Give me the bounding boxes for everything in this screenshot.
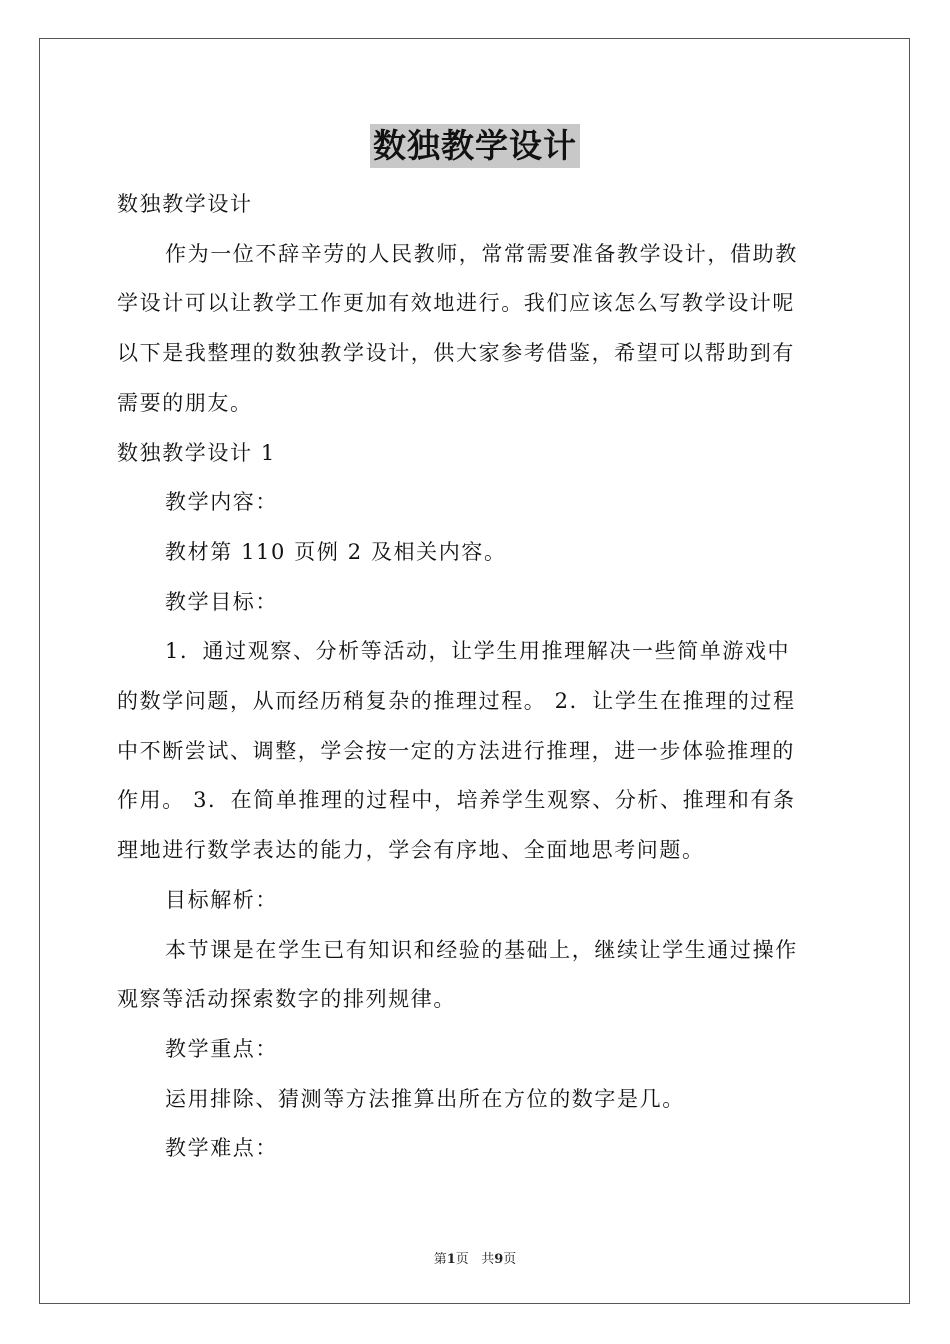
page-footer	[0, 1248, 950, 1267]
footer-page-suffix: 页	[455, 1252, 469, 1267]
text-line: 以下是我整理的数独教学设计，供大家参考借鉴，希望可以帮助到有	[117, 341, 795, 366]
text-line: 的数学问题，从而经历稍复杂的推理过程。 2．让学生在推理的过程	[117, 689, 796, 714]
text-line: 需要的朋友。	[117, 390, 253, 415]
footer-total-suffix: 页	[503, 1252, 517, 1267]
footer-page-prefix: 第	[433, 1252, 447, 1267]
document-title: 数独教学设计	[370, 124, 580, 168]
footer-total-prefix: 共	[481, 1252, 495, 1267]
text-line: 教学重点：	[165, 1036, 278, 1061]
footer-page-number: 1	[446, 1252, 456, 1267]
footer-total-number: 9	[494, 1252, 504, 1267]
text-line: 中不断尝试、调整，学会按一定的方法进行推理，进一步体验推理的	[117, 738, 795, 763]
text-line: 作用。 3．在简单推理的过程中，培养学生观察、分析、推理和有条	[117, 788, 796, 813]
text-line: 观察等活动探索数字的排列规律。	[117, 987, 456, 1012]
text-line: 学设计可以让教学工作更加有效地进行。我们应该怎么写教学设计呢	[117, 291, 795, 316]
text-line: 教学内容：	[165, 490, 278, 515]
text-line: 目标解析：	[165, 887, 278, 912]
text-line: 理地进行数学表达的能力，学会有序地、全面地思考问题。	[117, 838, 705, 863]
text-line: 数独教学设计	[117, 192, 253, 216]
document-body	[117, 180, 833, 1174]
text-line: 教学难点：	[165, 1136, 278, 1161]
text-line: 教学目标：	[165, 589, 278, 614]
title-wrapper	[0, 124, 950, 168]
text-line: 教材第 110 页例 2 及相关内容。	[165, 539, 507, 564]
text-line: 作为一位不辞辛劳的人民教师，常常需要准备教学设计，借助教	[165, 241, 798, 266]
text-line: 本节课是在学生已有知识和经验的基础上，继续让学生通过操作	[165, 937, 798, 962]
text-line: 数独教学设计 1	[117, 440, 276, 465]
text-line: 运用排除、猜测等方法推算出所在方位的数字是几。	[165, 1086, 685, 1111]
text-line: 1．通过观察、分析等活动，让学生用推理解决一些简单游戏中	[165, 639, 791, 664]
